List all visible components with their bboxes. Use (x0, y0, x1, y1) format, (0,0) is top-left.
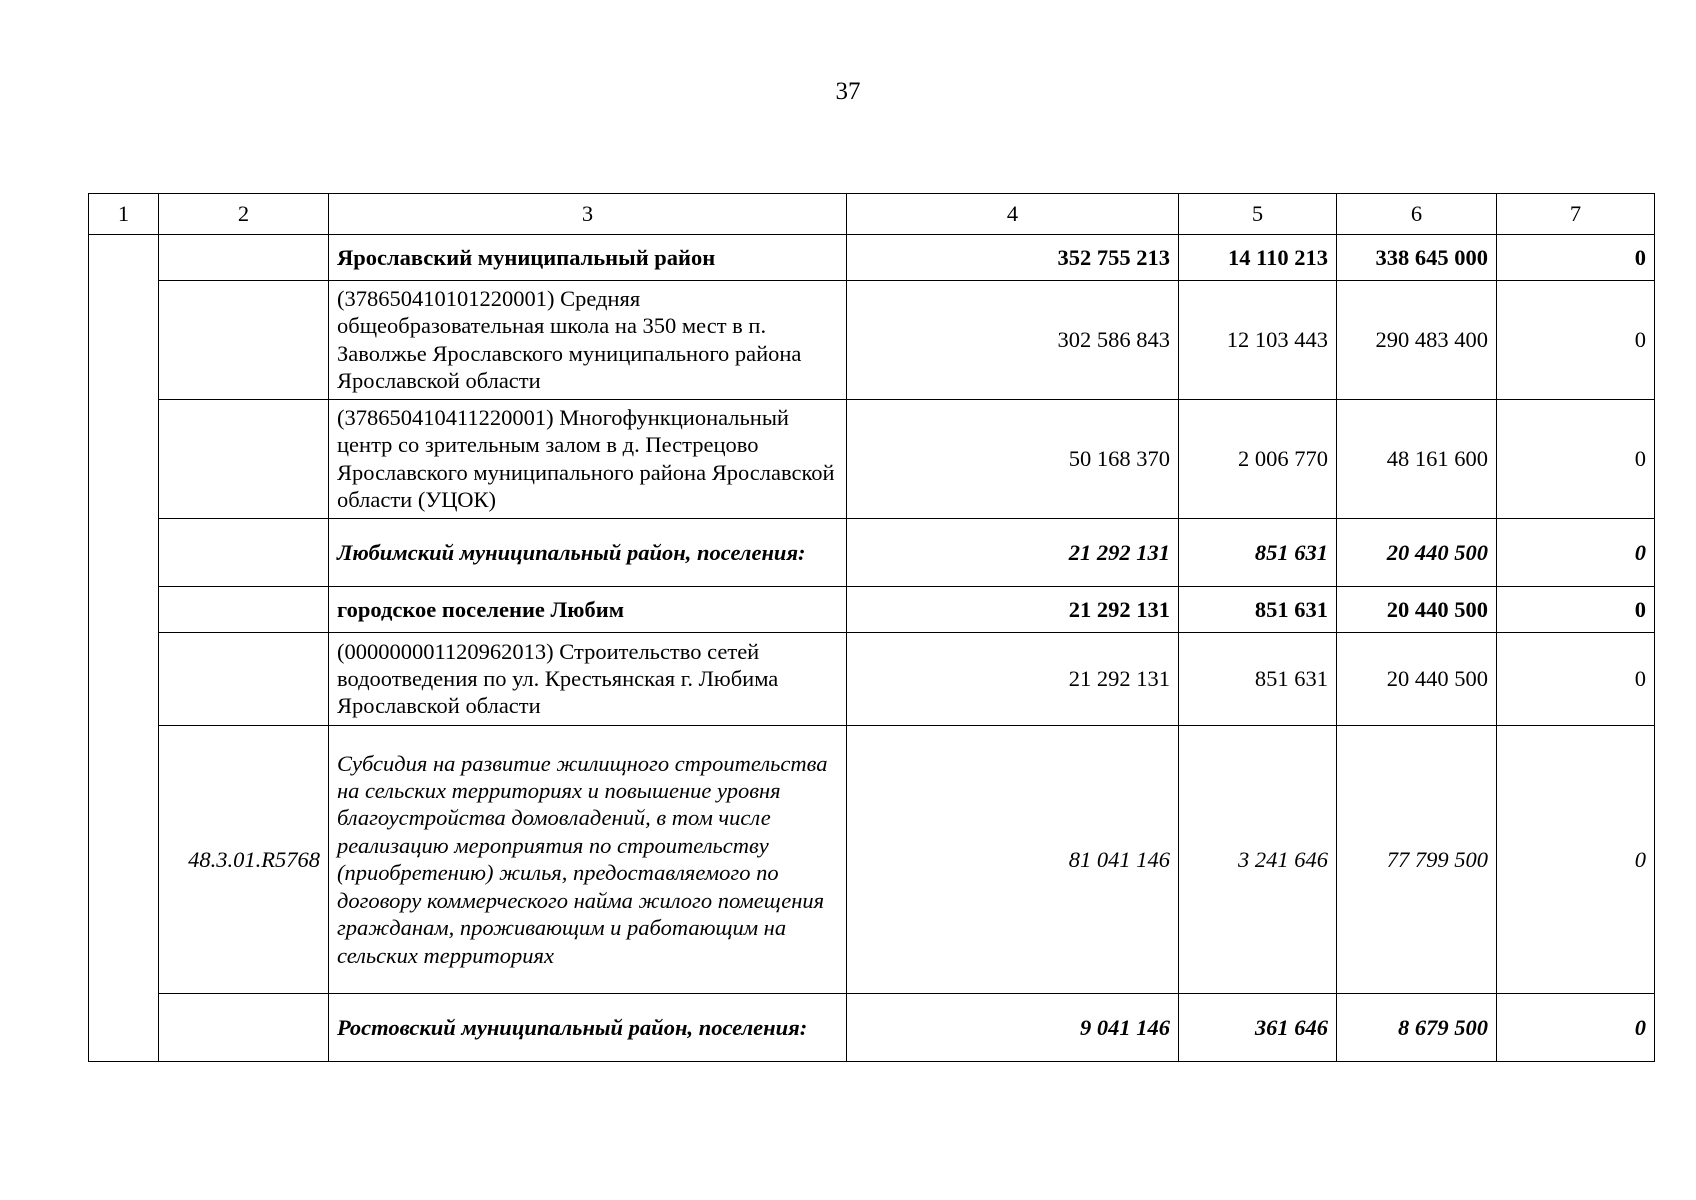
amount-col6-cell: 48 161 600 (1337, 399, 1497, 518)
amount-col6-cell: 338 645 000 (1337, 235, 1497, 281)
amount-col7-cell: 0 (1497, 725, 1655, 993)
page-number: 37 (835, 78, 861, 105)
column-header: 7 (1497, 194, 1655, 235)
description-cell: городское поселение Любим (329, 586, 847, 632)
amount-col7-cell: 0 (1497, 281, 1655, 400)
description-cell: (378650410411220001) Многофункциональный центр со зрительным залом в д. Пестрецово Ярославского муниципального района Ярославской области (УЦОК) (329, 399, 847, 518)
table-row (89, 235, 1655, 281)
amount-col6-cell: 20 440 500 (1337, 518, 1497, 586)
column-header: 2 (159, 194, 329, 235)
table-row (89, 993, 1655, 1061)
amount-col5-cell: 14 110 213 (1179, 235, 1337, 281)
amount-total-cell: 352 755 213 (847, 235, 1179, 281)
table-row (89, 632, 1655, 725)
description-cell: Ростовский муниципальный район, поселения: (329, 993, 847, 1061)
description-cell: Субсидия на развитие жилищного строительства на сельских территориях и повышение уровня благоустройства домовладений, в том числе реализацию мероприятия по строительству (приобретению) жилья, предоставляемого по договору коммерческого найма жилого помещения гражданам, проживающим и работающим на сельских территориях (329, 725, 847, 993)
amount-total-cell: 302 586 843 (847, 281, 1179, 400)
amount-total-cell: 9 041 146 (847, 993, 1179, 1061)
budget-table (88, 193, 1655, 1062)
code-cell (159, 281, 329, 400)
code-cell (159, 586, 329, 632)
amount-col6-cell: 77 799 500 (1337, 725, 1497, 993)
amount-col7-cell: 0 (1497, 235, 1655, 281)
amount-col5-cell: 851 631 (1179, 518, 1337, 586)
code-cell (159, 632, 329, 725)
amount-col7-cell: 0 (1497, 399, 1655, 518)
column-header: 5 (1179, 194, 1337, 235)
table-row (89, 281, 1655, 400)
amount-col6-cell: 20 440 500 (1337, 632, 1497, 725)
amount-col7-cell: 0 (1497, 586, 1655, 632)
table-row (89, 518, 1655, 586)
table-row (89, 586, 1655, 632)
column-header: 3 (329, 194, 847, 235)
amount-col5-cell: 851 631 (1179, 586, 1337, 632)
amount-col7-cell: 0 (1497, 518, 1655, 586)
column-header: 1 (89, 194, 159, 235)
description-cell: (000000001120962013) Строительство сетей водоотведения по ул. Крестьянская г. Любима Ярославской области (329, 632, 847, 725)
code-cell: 48.3.01.R5768 (159, 725, 329, 993)
amount-total-cell: 21 292 131 (847, 518, 1179, 586)
description-cell: Любимский муниципальный район, поселения: (329, 518, 847, 586)
code-cell (159, 993, 329, 1061)
table-row (89, 725, 1655, 993)
amount-total-cell: 21 292 131 (847, 632, 1179, 725)
description-cell: Ярославский муниципальный район (329, 235, 847, 281)
description-cell: (378650410101220001) Средняя общеобразовательная школа на 350 мест в п. Заволжье Ярославского муниципального района Ярославской области (329, 281, 847, 400)
amount-total-cell: 50 168 370 (847, 399, 1179, 518)
section-number-cell (89, 235, 159, 1062)
column-header: 6 (1337, 194, 1497, 235)
amount-col7-cell: 0 (1497, 993, 1655, 1061)
code-cell (159, 235, 329, 281)
amount-col5-cell: 2 006 770 (1179, 399, 1337, 518)
amount-col6-cell: 290 483 400 (1337, 281, 1497, 400)
code-cell (159, 399, 329, 518)
code-cell (159, 518, 329, 586)
amount-col7-cell: 0 (1497, 632, 1655, 725)
amount-col6-cell: 20 440 500 (1337, 586, 1497, 632)
amount-col5-cell: 12 103 443 (1179, 281, 1337, 400)
amount-col5-cell: 361 646 (1179, 993, 1337, 1061)
amount-col6-cell: 8 679 500 (1337, 993, 1497, 1061)
amount-col5-cell: 851 631 (1179, 632, 1337, 725)
amount-total-cell: 81 041 146 (847, 725, 1179, 993)
amount-total-cell: 21 292 131 (847, 586, 1179, 632)
column-header: 4 (847, 194, 1179, 235)
amount-col5-cell: 3 241 646 (1179, 725, 1337, 993)
table-header-row (89, 194, 1655, 235)
table-row (89, 399, 1655, 518)
